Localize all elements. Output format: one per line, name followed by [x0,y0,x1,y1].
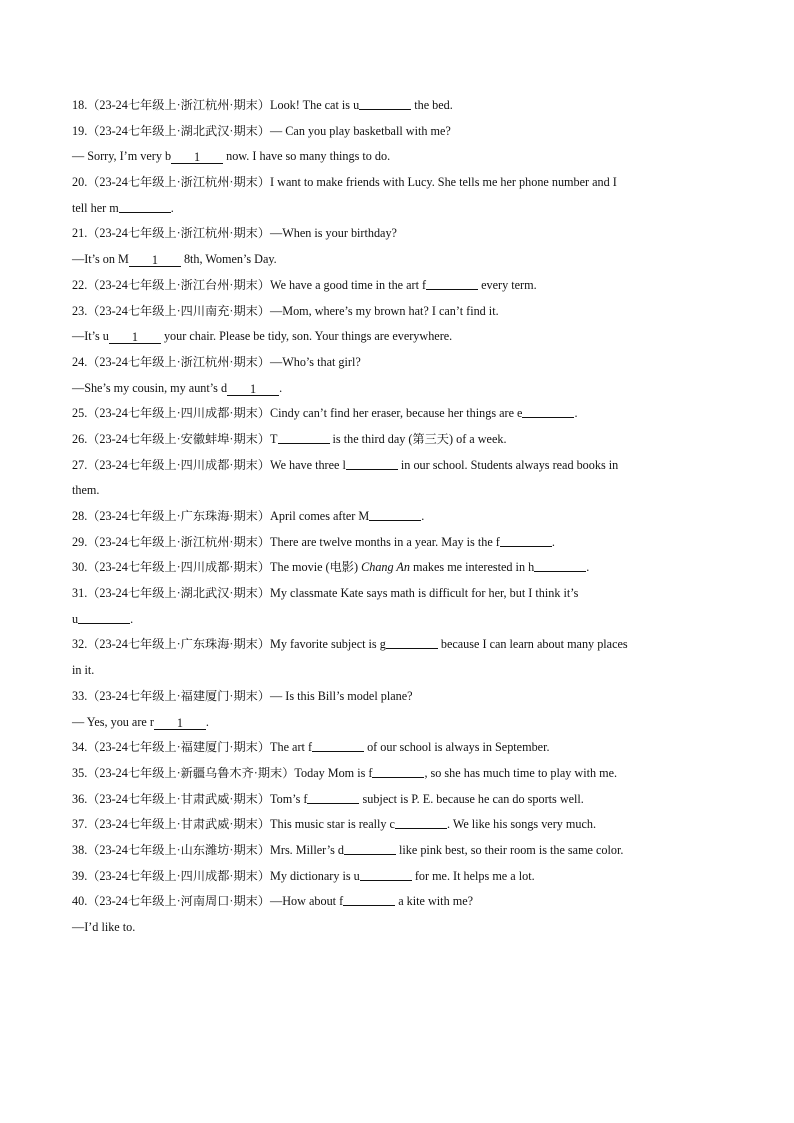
q40-number: 40. [72,894,88,909]
q23-text-2-end: your chair. Please be tidy, son. Your things are everywhere. [160,329,453,344]
q36-blank[interactable] [307,791,359,804]
q20-line [72,170,722,196]
q39-blank[interactable] [360,868,412,881]
q26-text-end: is the third day (第三天) of a week. [329,431,507,446]
q36-source: （23-24七年级上·甘肃武威·期末） [87,791,271,806]
q39-text-end: for me. It helps me a lot. [411,868,535,883]
q29-text: There are twelve months in a year. May is the f [270,534,500,549]
q29-text-end: . [551,534,555,549]
q23-source: （23-24七年级上·四川南充·期末） [87,303,271,318]
q19-text: — Can you play basketball with me? [270,123,451,138]
q27-text-2: them. [72,483,100,498]
q18-text-end: the bed. [411,98,453,112]
q26-text: T [270,431,278,446]
q40-blank[interactable] [343,893,395,906]
q35-text-end: , so she has much time to play with me. [424,765,618,780]
q23-text: —Mom, where’s my brown hat? I can’t find it. [270,303,499,318]
q24-line-2 [72,376,722,402]
q22-text-end: every term. [478,277,537,292]
q23-number: 23. [72,303,88,318]
q32-blank[interactable] [386,636,438,649]
q22-number: 22. [72,277,88,292]
q21-line-2 [72,247,722,273]
q29-line [72,530,722,556]
q22-line [72,273,722,299]
q25-blank[interactable] [522,405,574,418]
q35-text: Today Mom is f [294,765,373,780]
q38-number: 38. [72,842,88,857]
q18-text: Look! The cat is u [270,98,360,112]
q21-blank[interactable]: 1 [129,254,181,267]
q33-text-2-end: . [205,714,209,729]
q34-line [72,735,722,761]
q29-blank[interactable] [500,534,552,547]
q36-text-end: subject is P. E. because he can do sports well. [359,791,584,806]
q25-source: （23-24七年级上·四川成都·期末） [87,406,271,421]
q37-text: This music star is really c [270,817,395,832]
q18-line [72,93,722,119]
q33-blank[interactable]: 1 [154,717,206,730]
q20-source: （23-24七年级上·浙江杭州·期末） [87,175,271,190]
q22-source: （23-24七年级上·浙江台州·期末） [87,277,271,292]
q36-number: 36. [72,791,88,806]
q33-number: 33. [72,688,88,703]
q33-line-2 [72,710,722,736]
q30-text: The movie (电影) [270,560,362,575]
q19-text-2: — Sorry, I’m very b [72,149,172,164]
q19-text-2-end: now. I have so many things to do. [223,149,391,164]
q30-line [72,555,722,581]
q24-line [72,350,722,376]
q24-blank[interactable]: 1 [227,383,279,396]
q32-source: （23-24七年级上·广东珠海·期末） [87,637,271,652]
q26-line [72,427,722,453]
q34-number: 34. [72,740,88,755]
q33-text: — Is this Bill’s model plane? [270,688,413,703]
q23-line [72,299,722,325]
q21-text: —When is your birthday? [270,226,397,241]
q25-text: Cindy can’t find her eraser, because her things are e [270,406,523,421]
q33-text-2: — Yes, you are r [72,714,154,729]
q38-blank[interactable] [344,842,396,855]
q33-source: （23-24七年级上·福建厦门·期末） [87,688,271,703]
q40-line [72,889,722,915]
q21-number: 21. [72,226,88,241]
q24-text-2: —She’s my cousin, my aunt’s d [72,380,228,395]
q19-line-2 [72,144,722,170]
q22-blank[interactable] [426,277,478,290]
q32-text: My favorite subject is g [270,637,386,652]
q26-source: （23-24七年级上·安徽蚌埠·期末） [87,431,271,446]
q24-number: 24. [72,354,88,369]
q27-text: We have three l [270,457,346,472]
q24-text: —Who’s that girl? [270,354,361,369]
q39-source: （23-24七年级上·四川成都·期末） [87,868,271,883]
q35-line [72,761,722,787]
q28-number: 28. [72,509,88,523]
q40-text-end: a kite with me? [395,894,474,909]
q35-blank[interactable] [372,765,424,778]
q20-blank[interactable] [119,200,171,213]
q32-text-end: because I can learn about many places [437,637,628,652]
q22-text: We have a good time in the art f [270,277,427,292]
q24-text-2-end: . [279,380,283,395]
q38-text-end: like pink best, so their room is the same color. [395,842,624,857]
q31-blank[interactable] [78,611,130,624]
q31-text-2: u [72,611,79,626]
q30-source: （23-24七年级上·四川成都·期末） [87,560,271,575]
q36-line [72,787,722,813]
q35-number: 35. [72,765,88,780]
q30-text-end: . [586,560,590,575]
question-list [72,93,722,941]
q21-text-2-end: 8th, Women’s Day. [180,252,277,267]
q18-source: （23-24七年级上·浙江杭州·期末） [87,98,271,112]
q26-blank[interactable] [278,431,330,444]
q19-blank[interactable]: 1 [171,151,223,164]
q35-source: （23-24七年级上·新疆乌鲁木齐·期末） [87,765,295,780]
q19-number: 19. [72,123,88,138]
q38-text: Mrs. Miller’s d [270,842,344,857]
q23-line-2 [72,324,722,350]
q37-number: 37. [72,817,88,832]
q24-source: （23-24七年级上·浙江杭州·期末） [87,354,271,369]
q39-text: My dictionary is u [270,868,360,883]
q20-text-2-end: . [170,200,174,215]
q32-line [72,632,722,658]
q28-text: April comes after M [270,509,370,523]
q31-text: My classmate Kate says math is difficult for her, but I think it’s [270,586,579,601]
q19-line [72,119,722,145]
q36-text: Tom’s f [270,791,308,806]
q31-line [72,581,722,607]
q38-line [72,838,722,864]
q34-blank[interactable] [312,739,364,752]
q27-line-2 [72,478,722,504]
q30-movie-title: Chang An [361,560,410,575]
q39-line [72,864,722,890]
q27-source: （23-24七年级上·四川成都·期末） [87,457,271,472]
q39-number: 39. [72,868,88,883]
q28-blank[interactable] [369,508,421,521]
q37-line [72,812,722,838]
q27-number: 27. [72,457,88,472]
q40-text-2: —I’d like to. [72,920,136,934]
q20-line-2 [72,196,722,222]
q31-text-2-end: . [130,611,134,626]
q32-line-2 [72,658,722,684]
q37-blank[interactable] [395,816,447,829]
q18-number: 18. [72,98,88,112]
q34-text: The art f [270,740,313,755]
q23-text-2: —It’s u [72,329,109,344]
q31-line-2 [72,607,722,633]
q30-number: 30. [72,560,88,575]
q27-text-end: in our school. Students always read books in [397,457,619,472]
q38-source: （23-24七年级上·山东潍坊·期末） [87,842,271,857]
q28-line [72,504,722,530]
q32-number: 32. [72,637,88,652]
q25-text-end: . [574,406,578,421]
q27-blank[interactable] [346,457,398,470]
q27-line [72,453,722,479]
q29-number: 29. [72,534,88,549]
q31-source: （23-24七年级上·湖北武汉·期末） [87,586,271,601]
q25-number: 25. [72,406,88,421]
q23-blank[interactable]: 1 [109,331,161,344]
q20-text: I want to make friends with Lucy. She tells me her phone number and I [270,175,617,190]
q40-line-2 [72,915,722,941]
q37-text-end: . We like his songs very much. [446,817,597,832]
q30-blank[interactable] [534,559,586,572]
q20-number: 20. [72,175,88,190]
q19-source: （23-24七年级上·湖北武汉·期末） [87,123,271,138]
q34-text-end: of our school is always in September. [364,740,550,755]
q21-text-2: —It’s on M [72,252,129,267]
q28-text-end: . [421,509,425,523]
q21-source: （23-24七年级上·浙江杭州·期末） [87,226,271,241]
q31-number: 31. [72,586,88,601]
q32-text-2: in it. [72,663,95,678]
q18-blank[interactable] [359,97,411,110]
q40-text: —How about f [270,894,344,909]
q29-source: （23-24七年级上·浙江杭州·期末） [87,534,271,549]
q34-source: （23-24七年级上·福建厦门·期末） [87,740,271,755]
q21-line [72,221,722,247]
q40-source: （23-24七年级上·河南周口·期末） [87,894,271,909]
q25-line [72,401,722,427]
q26-number: 26. [72,431,88,446]
q33-line [72,684,722,710]
q37-source: （23-24七年级上·甘肃武威·期末） [87,817,271,832]
q30-text-mid: makes me interested in h [409,560,535,575]
q28-source: （23-24七年级上·广东珠海·期末） [87,509,271,523]
q20-text-2: tell her m [72,200,119,215]
